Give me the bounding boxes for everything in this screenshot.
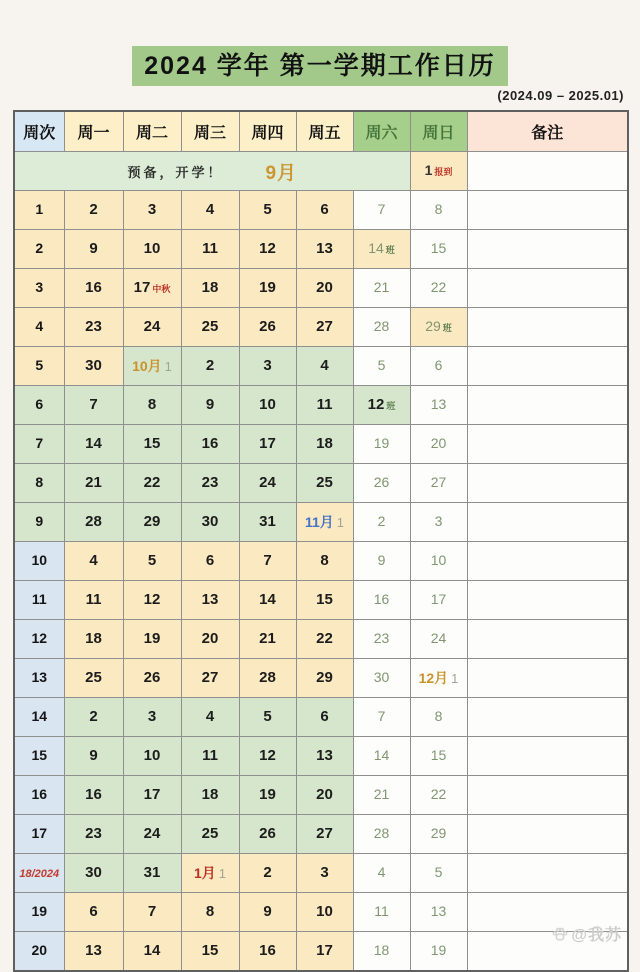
- day-cell: 17 中秋: [123, 269, 181, 308]
- day-cell: 11: [181, 230, 239, 269]
- notes-cell: [467, 152, 628, 191]
- week-number-cell: 15: [14, 737, 64, 776]
- day-cell: 31: [239, 503, 296, 542]
- week-number-cell: 17: [14, 815, 64, 854]
- day-cell: 7: [353, 191, 410, 230]
- day-cell: 5: [239, 698, 296, 737]
- day-cell: 29 班: [410, 308, 467, 347]
- column-header-day: 周一: [64, 111, 123, 152]
- day-cell: 8: [410, 191, 467, 230]
- notes-cell: [467, 737, 628, 776]
- day-cell: 16: [239, 932, 296, 972]
- day-cell: 20: [181, 620, 239, 659]
- day-cell: 16: [181, 425, 239, 464]
- column-header-week: 周次: [14, 111, 64, 152]
- day-cell: 28: [353, 815, 410, 854]
- day-cell: 7: [64, 386, 123, 425]
- week-number-cell: 10: [14, 542, 64, 581]
- notes-cell: [467, 347, 628, 386]
- semester-start-note: 预备，开学！: [127, 164, 224, 180]
- day-cell: 7: [123, 893, 181, 932]
- day-cell: 27: [410, 464, 467, 503]
- day-cell: 3: [239, 347, 296, 386]
- day-cell: 14: [64, 425, 123, 464]
- calendar-table: [13, 110, 629, 972]
- day-cell: 15: [296, 581, 353, 620]
- day-cell: 13: [296, 230, 353, 269]
- day-cell: 26: [239, 308, 296, 347]
- day-cell: 11: [296, 386, 353, 425]
- notes-cell: [467, 776, 628, 815]
- week-number-cell: 2: [14, 230, 64, 269]
- day-cell: 24: [123, 815, 181, 854]
- day-cell: 22: [410, 269, 467, 308]
- registration-day-cell: 1 报到: [410, 152, 467, 191]
- week-row: [14, 464, 628, 503]
- day-cell: 21: [353, 776, 410, 815]
- day-cell: 14 班: [353, 230, 410, 269]
- day-cell: 7: [353, 698, 410, 737]
- month-start-cell: 10月 1: [123, 347, 181, 386]
- month-start-cell: 1月 1: [181, 854, 239, 893]
- day-cell: 26: [353, 464, 410, 503]
- day-cell: 7: [239, 542, 296, 581]
- day-cell: 10: [410, 542, 467, 581]
- day-cell: 10: [239, 386, 296, 425]
- week-number-cell: 6: [14, 386, 64, 425]
- day-cell: 27: [296, 308, 353, 347]
- day-cell: 8: [296, 542, 353, 581]
- notes-cell: [467, 308, 628, 347]
- watermark-text: @我苏: [571, 927, 622, 944]
- day-cell: 8: [123, 386, 181, 425]
- page-title: 2024 学年 第一学期工作日历: [132, 46, 508, 86]
- day-cell: 19: [239, 269, 296, 308]
- day-cell: 22: [123, 464, 181, 503]
- week-number-cell: 1: [14, 191, 64, 230]
- day-cell: 24: [410, 620, 467, 659]
- notes-cell: [467, 230, 628, 269]
- month-start-cell: 11月 1: [296, 503, 353, 542]
- day-cell: 18: [353, 932, 410, 972]
- notes-cell: [467, 269, 628, 308]
- week-row: [14, 932, 628, 972]
- week-number-cell: 8: [14, 464, 64, 503]
- month-start-cell: 12月 1: [410, 659, 467, 698]
- day-cell: 20: [410, 425, 467, 464]
- week-row: [14, 737, 628, 776]
- day-cell: 29: [296, 659, 353, 698]
- day-cell: 29: [410, 815, 467, 854]
- day-cell: 17: [296, 932, 353, 972]
- day-cell: 5: [353, 347, 410, 386]
- day-cell: 13: [410, 893, 467, 932]
- day-cell: 4: [181, 191, 239, 230]
- day-cell: 8: [410, 698, 467, 737]
- day-cell: 21: [353, 269, 410, 308]
- week-row: [14, 191, 628, 230]
- day-cell: 19: [353, 425, 410, 464]
- day-cell: 31: [123, 854, 181, 893]
- day-cell: 18: [64, 620, 123, 659]
- week-number-cell: 3: [14, 269, 64, 308]
- notes-cell: [467, 542, 628, 581]
- day-cell: 12 班: [353, 386, 410, 425]
- week-number-cell: 9: [14, 503, 64, 542]
- day-cell: 21: [64, 464, 123, 503]
- day-cell: 23: [64, 815, 123, 854]
- day-cell: 3: [123, 191, 181, 230]
- day-cell: 2: [181, 347, 239, 386]
- notes-cell: [467, 581, 628, 620]
- column-header-day: 周三: [181, 111, 239, 152]
- day-cell: 18: [181, 776, 239, 815]
- day-cell: 14: [239, 581, 296, 620]
- week-row: [14, 698, 628, 737]
- column-header-day: 周四: [239, 111, 296, 152]
- day-cell: 2: [353, 503, 410, 542]
- day-cell: 17: [239, 425, 296, 464]
- week-number-cell: 11: [14, 581, 64, 620]
- day-cell: 28: [64, 503, 123, 542]
- day-cell: 18: [181, 269, 239, 308]
- day-cell: 30: [64, 347, 123, 386]
- calendar-header-row: [14, 111, 628, 152]
- notes-cell: [467, 386, 628, 425]
- day-cell: 14: [353, 737, 410, 776]
- day-cell: 9: [181, 386, 239, 425]
- week-number-cell: 5: [14, 347, 64, 386]
- day-cell: 30: [353, 659, 410, 698]
- day-cell: 5: [410, 854, 467, 893]
- column-header-day: 周五: [296, 111, 353, 152]
- day-cell: 16: [64, 776, 123, 815]
- day-cell: 11: [353, 893, 410, 932]
- day-cell: 29: [123, 503, 181, 542]
- day-cell: 27: [181, 659, 239, 698]
- september-banner-row: [14, 152, 628, 191]
- day-cell: 15: [410, 737, 467, 776]
- day-cell: 22: [410, 776, 467, 815]
- day-cell: 17: [123, 776, 181, 815]
- week-row: [14, 581, 628, 620]
- paw-icon: [551, 925, 569, 943]
- notes-cell: [467, 620, 628, 659]
- week-row: [14, 503, 628, 542]
- column-header-weekend: 周日: [410, 111, 467, 152]
- watermark: [551, 922, 622, 945]
- day-cell: 12: [239, 737, 296, 776]
- day-cell: 13: [64, 932, 123, 972]
- day-cell: 5: [239, 191, 296, 230]
- week-row: [14, 542, 628, 581]
- notes-cell: [467, 698, 628, 737]
- notes-cell: [467, 191, 628, 230]
- week-row: [14, 620, 628, 659]
- day-cell: 9: [64, 737, 123, 776]
- day-cell: 19: [123, 620, 181, 659]
- day-cell: 6: [296, 191, 353, 230]
- day-cell: 13: [296, 737, 353, 776]
- notes-cell: [467, 815, 628, 854]
- day-cell: 13: [181, 581, 239, 620]
- day-cell: 27: [296, 815, 353, 854]
- day-cell: 3: [296, 854, 353, 893]
- day-cell: 24: [239, 464, 296, 503]
- day-cell: 4: [64, 542, 123, 581]
- day-cell: 15: [181, 932, 239, 972]
- week-number-cell: 20: [14, 932, 64, 972]
- day-cell: 16: [353, 581, 410, 620]
- day-cell: 11: [64, 581, 123, 620]
- notes-cell: [467, 425, 628, 464]
- day-cell: 4: [353, 854, 410, 893]
- week-number-cell: 13: [14, 659, 64, 698]
- day-cell: 12: [123, 581, 181, 620]
- week-number-cell: 18/2024: [14, 854, 64, 893]
- day-cell: 26: [239, 815, 296, 854]
- day-cell: 30: [181, 503, 239, 542]
- day-cell: 20: [296, 269, 353, 308]
- day-cell: 6: [296, 698, 353, 737]
- week-row: [14, 269, 628, 308]
- day-cell: 18: [296, 425, 353, 464]
- september-banner-cell: [14, 152, 410, 191]
- day-cell: 19: [239, 776, 296, 815]
- day-cell: 10: [123, 737, 181, 776]
- week-row: [14, 659, 628, 698]
- day-cell: 30: [64, 854, 123, 893]
- day-cell: 22: [296, 620, 353, 659]
- day-cell: 23: [353, 620, 410, 659]
- day-cell: 15: [123, 425, 181, 464]
- day-cell: 3: [410, 503, 467, 542]
- day-cell: 25: [181, 308, 239, 347]
- week-number-cell: 19: [14, 893, 64, 932]
- day-cell: 28: [239, 659, 296, 698]
- day-cell: 20: [296, 776, 353, 815]
- day-cell: 2: [64, 698, 123, 737]
- day-cell: 9: [239, 893, 296, 932]
- week-row: [14, 854, 628, 893]
- day-cell: 19: [410, 932, 467, 972]
- day-cell: 28: [353, 308, 410, 347]
- day-cell: 15: [410, 230, 467, 269]
- week-number-cell: 14: [14, 698, 64, 737]
- week-number-cell: 12: [14, 620, 64, 659]
- day-cell: 2: [64, 191, 123, 230]
- day-cell: 14: [123, 932, 181, 972]
- day-cell: 13: [410, 386, 467, 425]
- day-cell: 26: [123, 659, 181, 698]
- semester-date-range: (2024.09 – 2025.01): [497, 88, 624, 103]
- day-cell: 4: [181, 698, 239, 737]
- notes-cell: [467, 854, 628, 893]
- column-header-weekend: 周六: [353, 111, 410, 152]
- day-cell: 25: [296, 464, 353, 503]
- day-cell: 21: [239, 620, 296, 659]
- day-cell: 10: [296, 893, 353, 932]
- week-row: [14, 776, 628, 815]
- day-cell: 12: [239, 230, 296, 269]
- week-row: [14, 815, 628, 854]
- day-cell: 6: [181, 542, 239, 581]
- day-cell: 17: [410, 581, 467, 620]
- day-cell: 11: [181, 737, 239, 776]
- day-cell: 25: [64, 659, 123, 698]
- week-number-cell: 7: [14, 425, 64, 464]
- day-cell: 5: [123, 542, 181, 581]
- week-number-cell: 4: [14, 308, 64, 347]
- day-cell: 9: [64, 230, 123, 269]
- calendar-body: [14, 152, 628, 972]
- notes-cell: [467, 659, 628, 698]
- day-cell: 6: [410, 347, 467, 386]
- notes-cell: [467, 503, 628, 542]
- week-row: [14, 425, 628, 464]
- day-cell: 8: [181, 893, 239, 932]
- day-cell: 25: [181, 815, 239, 854]
- week-row: [14, 386, 628, 425]
- day-cell: 16: [64, 269, 123, 308]
- week-row: [14, 347, 628, 386]
- notes-cell: [467, 464, 628, 503]
- september-month-label: 9月: [265, 162, 298, 184]
- day-cell: 2: [239, 854, 296, 893]
- day-cell: 9: [353, 542, 410, 581]
- day-cell: 4: [296, 347, 353, 386]
- day-cell: 23: [181, 464, 239, 503]
- week-row: [14, 308, 628, 347]
- week-row: [14, 893, 628, 932]
- column-header-day: 周二: [123, 111, 181, 152]
- day-cell: 6: [64, 893, 123, 932]
- week-row: [14, 230, 628, 269]
- day-cell: 24: [123, 308, 181, 347]
- day-cell: 3: [123, 698, 181, 737]
- week-number-cell: 16: [14, 776, 64, 815]
- column-header-notes: 备注: [467, 111, 628, 152]
- day-cell: 10: [123, 230, 181, 269]
- page-header: [0, 46, 640, 86]
- day-cell: 23: [64, 308, 123, 347]
